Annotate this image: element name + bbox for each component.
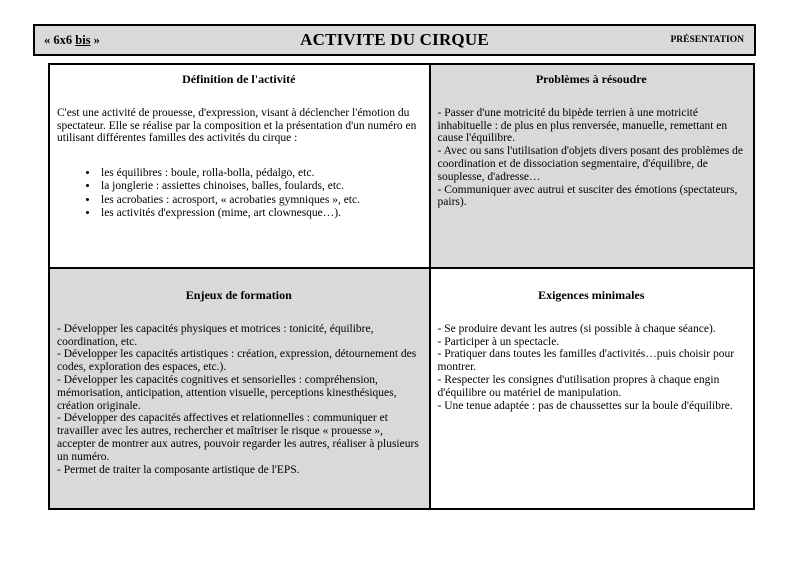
definition-intro: C'est une activité de prouesse, d'expression, visant à déclencher l'émotion du spectateur. Elle se réalise par la composition et la présentation d'un numéro en utilisant différentes familles des activités du cirque : <box>57 106 417 145</box>
cell-problemes <box>431 65 753 267</box>
course-code-prefix: « 6x6 <box>44 32 76 47</box>
bullet-item: • les activités d'expression (mime, art clownesque…). <box>99 207 421 220</box>
header-bar <box>33 24 756 56</box>
enjeux-item: - Développer les capacités cognitives et sensorielles : compréhension, mémorisation, anticipation, attention visuelle, perceptions kinesthésiques, création originale. <box>57 374 397 412</box>
bullet-item: • les acrobaties : acrosport, « acrobaties gymniques », etc. <box>99 194 421 207</box>
document-title: ACTIVITE DU CIRQUE <box>300 30 489 49</box>
definition-bullet-list <box>57 167 421 220</box>
problemes-item: - Passer d'une motricité du bipède terrien à une motricité inhabituelle : de plus en plus renversée, manuelle, remettant en cause l'équilibre. <box>437 106 728 145</box>
enjeux-item: - Permet de traiter la composante artistique de l'EPS. <box>57 463 300 476</box>
cell-enjeux <box>50 269 429 508</box>
enjeux-item: - Développer des capacités affectives et relationnelles : communiquer et travailler avec les autres, rechercher et maîtriser le risque « prouesse », accepter de montrer aux autres, pouvoir regarder les autres, réaliser à plusieurs un numéro. <box>57 412 419 463</box>
problemes-item: - Communiquer avec autrui et susciter des émotions (spectateurs, pairs). <box>437 183 738 209</box>
bullet-item: • la jonglerie : assiettes chinoises, balles, foulards, etc. <box>99 180 421 193</box>
exigences-item: - Une tenue adaptée : pas de chaussettes sur la boule d'équilibre. <box>437 399 733 412</box>
exigences-item: - Respecter les consignes d'utilisation propres à chaque engin d'équilibre ou matériel de manipulation. <box>437 374 720 399</box>
problemes-title: Problèmes à résoudre <box>535 72 647 86</box>
exigences-item: - Participer à un spectacle. <box>437 335 560 348</box>
content-table <box>48 63 755 510</box>
cell-exigences <box>431 269 753 508</box>
enjeux-item: - Développer les capacités artistiques : création, expression, détournement des codes, exploration des espaces, etc.). <box>57 348 417 374</box>
problemes-item: - Avec ou sans l'utilisation d'objets divers posant des problèmes de coordination et de dissociation segmentaire, d'équilibre, de souplesse, d'adresse… <box>437 145 743 183</box>
exigences-item: - Se produire devant les autres (si possible à chaque séance). <box>437 322 716 335</box>
presentation-label: PRÉSENTATION <box>670 35 744 45</box>
definition-title: Définition de l'activité <box>182 72 296 86</box>
enjeux-title: Enjeux de formation <box>185 288 292 303</box>
exigences-item: - Pratiquer dans toutes les familles d'activités…puis choisir pour montrer. <box>437 348 735 374</box>
exigences-title: Exigences minimales <box>538 288 645 303</box>
enjeux-item: - Développer les capacités physiques et motrices : tonicité, équilibre, coordination, etc. <box>57 322 374 348</box>
bullet-item: • les équilibres : boule, rolla-bolla, pédalgo, etc. <box>99 167 421 180</box>
cell-definition <box>50 65 429 267</box>
course-code-suffix: » <box>90 32 100 47</box>
course-code-emphasis: bis <box>75 32 91 47</box>
